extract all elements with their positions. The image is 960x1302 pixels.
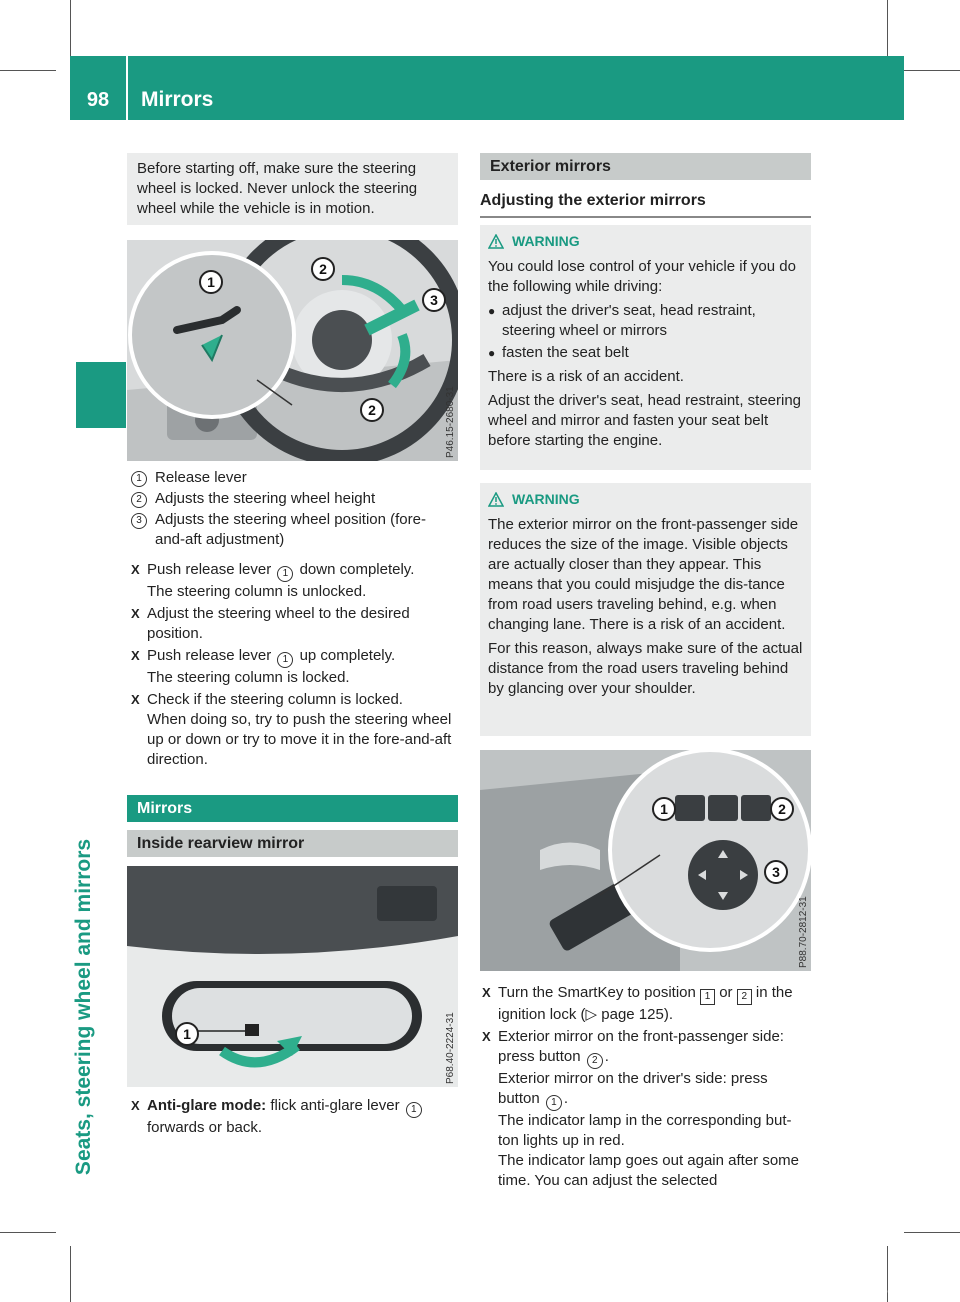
- legend-item: [131, 489, 455, 509]
- bullet-text: fasten the seat belt: [502, 344, 629, 361]
- step-result-2: The indicator lamp goes out again after some time. You can adjust the selected: [498, 1152, 800, 1189]
- callout-badge: 3: [422, 288, 446, 312]
- steering-lock-note: [127, 153, 458, 225]
- footer-watermark: carmanualsonline.info: [815, 1283, 952, 1298]
- crop-mark: [70, 1246, 71, 1302]
- warning-title: [488, 489, 803, 509]
- step-text-d: .: [563, 1090, 569, 1107]
- step-arrow-icon: X: [482, 985, 491, 1000]
- bullet-icon: ●: [488, 304, 496, 318]
- step-text-a: Turn the SmartKey to position: [498, 984, 696, 1001]
- step-text: [147, 690, 455, 770]
- step-text-a: Exterior mirror on the front-passenger side: press button: [498, 1028, 784, 1065]
- warning-box-1: [480, 225, 811, 470]
- step-text: [147, 560, 414, 602]
- steering-lock-note-text: Before starting off, make sure the steering wheel is locked. Never unlock the steering wheel while the vehicle is in motion.: [137, 160, 418, 217]
- step-result: The steering column is locked.: [147, 669, 350, 686]
- page-reference-link[interactable]: page 125: [601, 1006, 664, 1023]
- step-result: The steering column is unlocked.: [147, 583, 367, 600]
- anti-glare-text2: forwards or back.: [147, 1119, 263, 1136]
- legend-text: Adjusts the steering wheel height: [155, 490, 376, 507]
- page-number: 98: [86, 89, 110, 111]
- steering-adjust-illustration: [127, 240, 458, 461]
- bullet-item: [488, 301, 803, 341]
- anti-glare-text: flick anti-glare lever: [270, 1097, 400, 1114]
- legend-list: [131, 468, 455, 550]
- step-item: [131, 1096, 455, 1138]
- bullet-text: adjust the driver's seat, head restraint, steering wheel or mirrors: [502, 302, 756, 339]
- rearview-mirror-illustration: [127, 866, 458, 1087]
- step-text: [498, 983, 808, 1025]
- step-text-b: down completely.: [299, 561, 415, 578]
- step-text: [147, 646, 395, 688]
- step-arrow-icon: X: [131, 692, 140, 707]
- crop-mark: [904, 1232, 960, 1233]
- step-text-or: or: [719, 984, 733, 1001]
- chapter-marker: [76, 362, 126, 428]
- step-result: When doing so, try to push the steering wheel up or down or try to move it in the fore-and-aft direction.: [147, 711, 452, 768]
- warning-advice: Adjust the driver's seat, head restraint, steering wheel and mirror and fasten your seat belt before starting the engine.: [488, 392, 802, 449]
- step-text: [147, 1096, 455, 1138]
- legend-text: Adjusts the steering wheel position (fore-and-aft adjustment): [155, 511, 426, 548]
- step-text-c: Exterior mirror on the driver's side: press button: [498, 1070, 768, 1107]
- figure-code: P68.40-2224-31: [445, 1012, 456, 1084]
- mirror-switch-illustration: [480, 750, 811, 971]
- step-item: [131, 646, 455, 688]
- legend-item: [131, 468, 455, 488]
- step-arrow-icon: X: [131, 1098, 140, 1113]
- callout-badge: 2: [311, 257, 335, 281]
- bullet-icon: ●: [488, 346, 496, 360]
- page-header: [70, 56, 904, 120]
- warning-intro: You could lose control of your vehicle if you do the following while driving:: [488, 258, 796, 295]
- legend-text: Release lever: [155, 469, 247, 486]
- step-item: [131, 690, 455, 770]
- step-arrow-icon: X: [131, 606, 140, 621]
- step-text-a: Check if the steering column is locked.: [147, 691, 403, 708]
- subhead-adjusting: Adjusting the exterior mirrors: [480, 192, 811, 218]
- left-body: [131, 468, 455, 772]
- steering-adjust-figure: [127, 240, 458, 461]
- chapter-title-text: Seats, steering wheel and mirrors: [72, 838, 95, 1176]
- section-inside-mirror: Inside rearview mirror: [127, 830, 458, 857]
- crop-mark: [887, 0, 888, 56]
- callout-badge: 2: [770, 797, 794, 821]
- callout-icon: 1: [546, 1095, 562, 1111]
- step-text: [498, 1027, 808, 1191]
- callout-icon: 1: [277, 652, 293, 668]
- step-text-a: Push release lever: [147, 561, 272, 578]
- figure-code: P46.15-2680-31: [445, 386, 456, 458]
- section-mirrors: Mirrors: [127, 795, 458, 822]
- anti-glare-step: [131, 1096, 455, 1140]
- key-position-icon: 2: [737, 989, 752, 1005]
- step-text: Adjust the steering wheel to the desired position.: [147, 605, 410, 642]
- page-title: Mirrors: [141, 88, 214, 111]
- key-position-icon: 1: [700, 989, 715, 1005]
- crop-mark: [70, 0, 71, 56]
- section-exterior-mirrors: Exterior mirrors: [480, 153, 811, 180]
- crop-mark: [904, 70, 960, 71]
- step-arrow-icon: X: [131, 562, 140, 577]
- callout-icon: 1: [277, 566, 293, 582]
- callout-icon: 2: [131, 492, 147, 508]
- mirror-switch-figure: [480, 750, 811, 971]
- step-item: [131, 560, 455, 602]
- callout-badge: 2: [360, 398, 384, 422]
- anti-glare-label: Anti-glare mode:: [147, 1097, 267, 1114]
- rearview-mirror-figure: [127, 866, 458, 1087]
- warning-title-text: WARNING: [512, 491, 580, 507]
- crop-mark: [0, 1232, 56, 1233]
- step-text-b: up completely.: [299, 647, 396, 664]
- callout-icon: 2: [587, 1053, 603, 1069]
- chapter-tab: [70, 122, 126, 1182]
- right-steps: [482, 983, 808, 1193]
- callout-badge: 1: [652, 797, 676, 821]
- warning-bullets: [488, 301, 803, 363]
- callout-badge: 1: [199, 270, 223, 294]
- figure-code: P88.70-2812-31: [798, 896, 809, 968]
- legend-item: [131, 510, 455, 550]
- step-item: [482, 983, 808, 1025]
- step-arrow-icon: X: [131, 648, 140, 663]
- warning-body: The exterior mirror on the front-passenger side reduces the size of the image. Visible objects are actually closer than they appear. This means that you could misjudge the dis-tance from road users traveling behind, e.g. when changing lane. There is a risk of an accident.: [488, 516, 799, 633]
- step-item: [482, 1027, 808, 1191]
- step-text-c: ).: [663, 1006, 674, 1023]
- warning-triangle-icon: [488, 492, 504, 507]
- mirror-steps: [482, 983, 808, 1191]
- step-result: The indicator lamp in the corresponding but-ton lights up in red.: [498, 1112, 792, 1149]
- chapter-title: [72, 812, 96, 1202]
- header-divider: [126, 56, 128, 120]
- step-item: [131, 604, 455, 644]
- step-arrow-icon: X: [482, 1029, 491, 1044]
- step-text-a: Push release lever: [147, 647, 272, 664]
- step-text-b: in the ignition lock (: [498, 984, 793, 1023]
- warning-box-2: [480, 483, 811, 736]
- warning-title: [488, 231, 803, 251]
- anti-glare-list: [131, 1096, 455, 1138]
- steering-steps: [131, 560, 455, 770]
- callout-badge: 1: [175, 1022, 199, 1046]
- crop-mark: [0, 70, 56, 71]
- callout-icon: 1: [131, 471, 147, 487]
- warning-risk: There is a risk of an accident.: [488, 368, 684, 385]
- warning-triangle-icon: [488, 234, 504, 249]
- warning-advice: For this reason, always make sure of the actual distance from the road users traveling behind by glancing over your shoulder.: [488, 640, 803, 697]
- warning-title-text: WARNING: [512, 233, 580, 249]
- step-text-b: .: [604, 1048, 609, 1065]
- callout-icon: 1: [406, 1102, 422, 1118]
- callout-badge: 3: [764, 860, 788, 884]
- callout-icon: 3: [131, 513, 147, 529]
- bullet-item: [488, 343, 803, 363]
- page-ref-arrow-icon: ▷: [585, 1006, 598, 1023]
